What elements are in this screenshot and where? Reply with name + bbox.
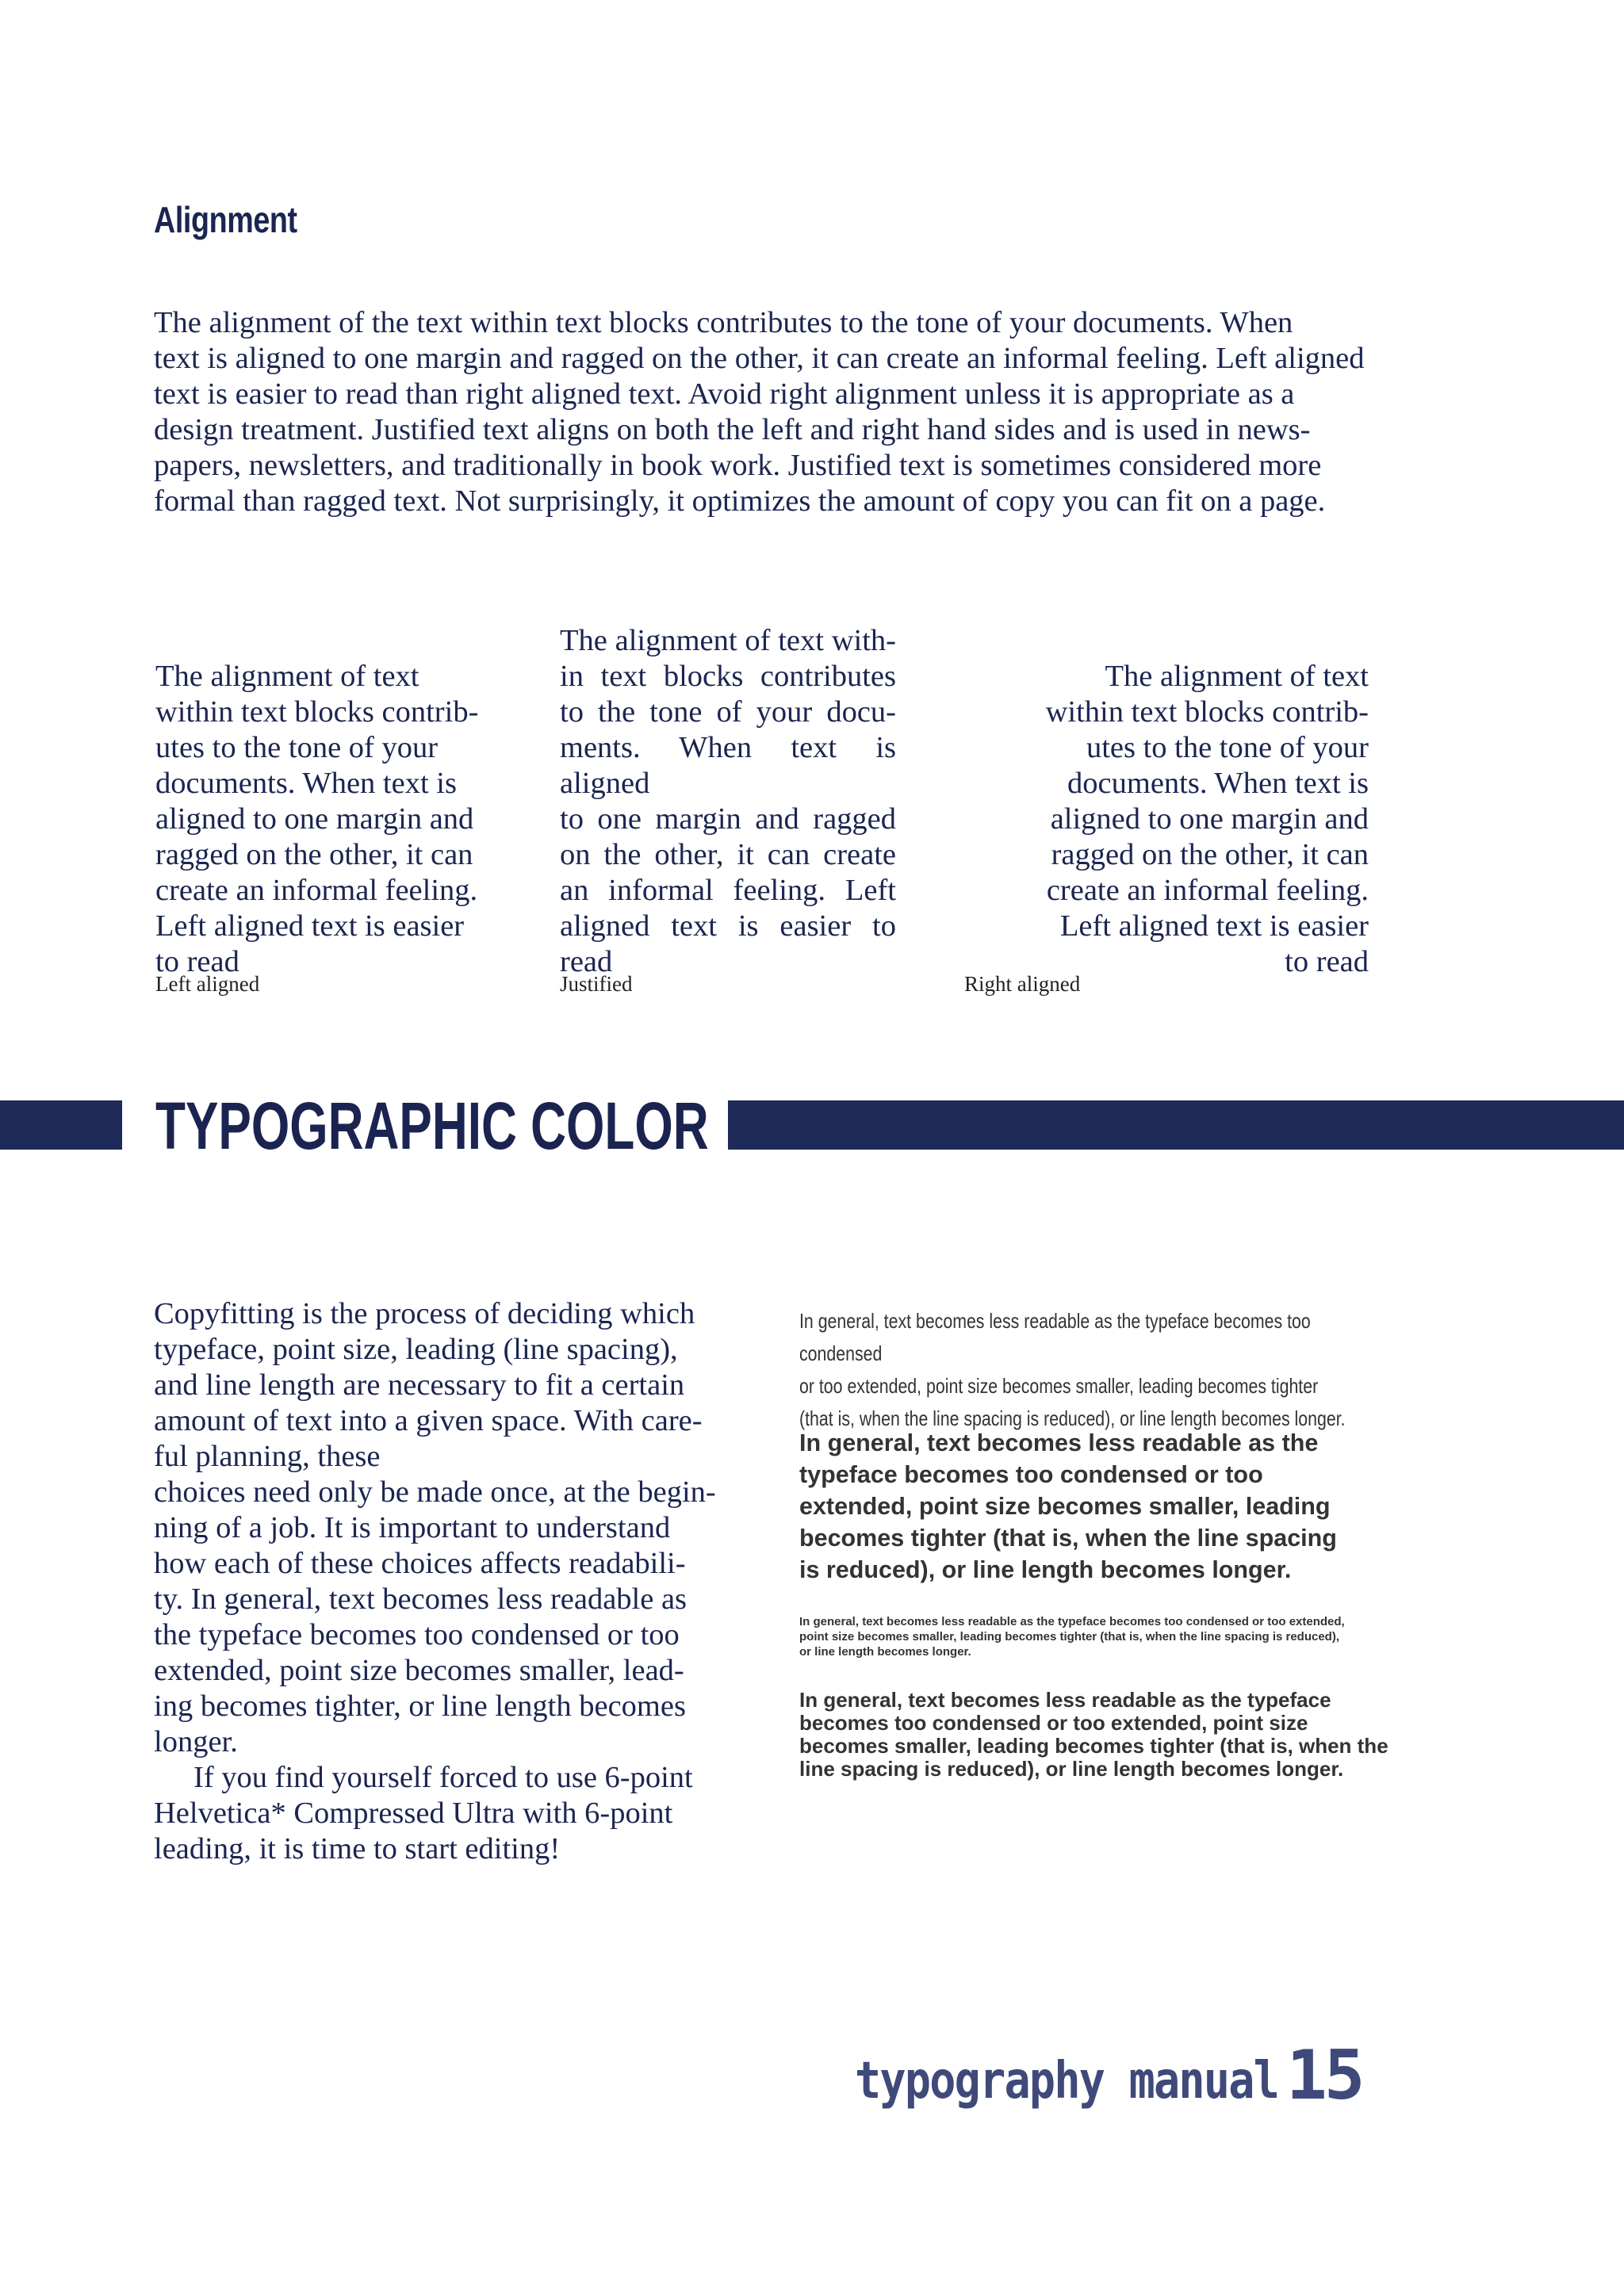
copy-line: choices need only be made once, at the begin- <box>154 1475 716 1509</box>
example-line: within text blocks contrib- <box>155 695 479 729</box>
section-bar-right <box>728 1100 1624 1150</box>
copy-line: typeface, point size, leading (line spacing), <box>154 1333 678 1366</box>
example-line: aligned to one margin and <box>1050 802 1369 836</box>
copy-line: If you find yourself forced to use 6-point <box>193 1761 693 1794</box>
example-line: ragged on the other, it can <box>155 838 473 871</box>
example-line: to one margin and ragged <box>560 802 896 836</box>
copyfitting-paragraph <box>154 1261 725 1867</box>
example-line: in text blocks contributes <box>560 660 896 693</box>
section-heading-typographic-color: TYPOGRAPHIC COLOR <box>155 1089 709 1163</box>
example-line: aligned text is easier to read <box>560 909 896 978</box>
example-line: ments. When text is aligned <box>560 731 896 800</box>
caption-right-aligned: Right aligned <box>964 972 1081 996</box>
example-line: The alignment of text <box>1105 660 1369 693</box>
example-justified <box>560 623 896 980</box>
intro-line: design treatment. Justified text aligns on both the left and right hand sides and is used in news- <box>154 413 1311 446</box>
sample-tight-leading-text: In general, text becomes less readable as the typeface becomes too condensed or too extended, point size becomes smaller, leading becomes tighter (that is, when the line spacing is reduced), or line length becomes longer. <box>799 1688 1388 1781</box>
example-line: within text blocks contrib- <box>1045 695 1369 729</box>
copy-line: leading, it is time to start editing! <box>154 1832 561 1866</box>
copy-line: how each of these choices affects readabili- <box>154 1547 686 1580</box>
intro-line: text is easier to read than right aligned text. Avoid right alignment unless it is appropriate as a <box>154 377 1295 411</box>
copy-line: ing becomes tighter, or line length becomes <box>154 1689 686 1723</box>
section-heading-alignment: Alignment <box>154 199 297 240</box>
caption-left-aligned: Left aligned <box>155 972 260 996</box>
sample-condensed-text: In general, text becomes less readable as the typeface becomes too condensed or too extended, point size becomes smaller, leading becomes tighter (that is, when the line spacing is reduced), or line length becomes longer. <box>799 1309 1346 1430</box>
copy-line: amount of text into a given space. With care- <box>154 1404 703 1437</box>
intro-line: text is aligned to one margin and ragged on the other, it can create an informal feeling. Left aligned <box>154 342 1365 375</box>
intro-line: papers, newsletters, and traditionally in book work. Justified text is sometimes considered more <box>154 449 1322 482</box>
copy-line: and line length are necessary to fit a certain <box>154 1368 685 1402</box>
example-line: The alignment of text with- <box>560 624 896 657</box>
copy-line: ning of a job. It is important to understand <box>154 1511 671 1544</box>
example-line: utes to the tone of your <box>1086 731 1369 764</box>
copy-line: the typeface becomes too condensed or too <box>154 1618 680 1651</box>
example-line: Left aligned text is easier <box>155 909 465 943</box>
copy-line: Copyfitting is the process of deciding which <box>154 1297 695 1330</box>
caption-justified: Justified <box>560 972 633 996</box>
section-bar-left <box>0 1100 122 1150</box>
example-line: to the tone of your docu- <box>560 695 896 729</box>
copy-line: longer. <box>154 1725 238 1758</box>
copy-line: extended, point size becomes smaller, lead- <box>154 1654 684 1687</box>
example-line: documents. When text is <box>1067 767 1369 800</box>
example-line: create an informal feeling. <box>1046 874 1369 907</box>
example-left-aligned <box>155 623 504 980</box>
example-line: on the other, it can create <box>560 838 896 871</box>
intro-line: formal than ragged text. Not surprisingly, it optimizes the amount of copy you can fit on a page. <box>154 484 1326 518</box>
example-line: aligned to one margin and <box>155 802 474 836</box>
example-right-aligned <box>975 623 1369 980</box>
example-line: The alignment of text <box>155 660 419 693</box>
copy-line: ful planning, these <box>154 1440 381 1473</box>
example-line: to read <box>155 945 239 978</box>
example-line: an informal feeling. Left <box>560 874 896 907</box>
example-line: utes to the tone of your <box>155 731 439 764</box>
intro-line: The alignment of the text within text blocks contributes to the tone of your documents. When <box>154 306 1293 339</box>
footer-manual-title: typography manual <box>855 2052 1279 2110</box>
sample-large-text: In general, text becomes less readable as the typeface becomes too condensed or too extended, point size becomes smaller, leading becomes tighter (that is, when the line spacing is reduced), or line length becomes longer. <box>799 1429 1337 1583</box>
page-number: 15 <box>1286 2036 1362 2115</box>
sample-tiny-text: In general, text becomes less readable as the typeface becomes too condensed or too extended, point size becomes smaller, leading becomes tighter (that is, when the line spacing is reduced), or line length becomes longer. <box>799 1615 1345 1659</box>
copy-line: ty. In general, text becomes less readable as <box>154 1582 688 1616</box>
example-line: ragged on the other, it can <box>1051 838 1369 871</box>
alignment-intro-paragraph <box>154 270 1391 519</box>
example-line: Left aligned text is easier <box>1059 909 1369 943</box>
example-line: documents. When text is <box>155 767 457 800</box>
example-line: to read <box>1285 945 1369 978</box>
copy-line: Helvetica* Compressed Ultra with 6-point <box>154 1797 673 1830</box>
example-line: create an informal feeling. <box>155 874 478 907</box>
